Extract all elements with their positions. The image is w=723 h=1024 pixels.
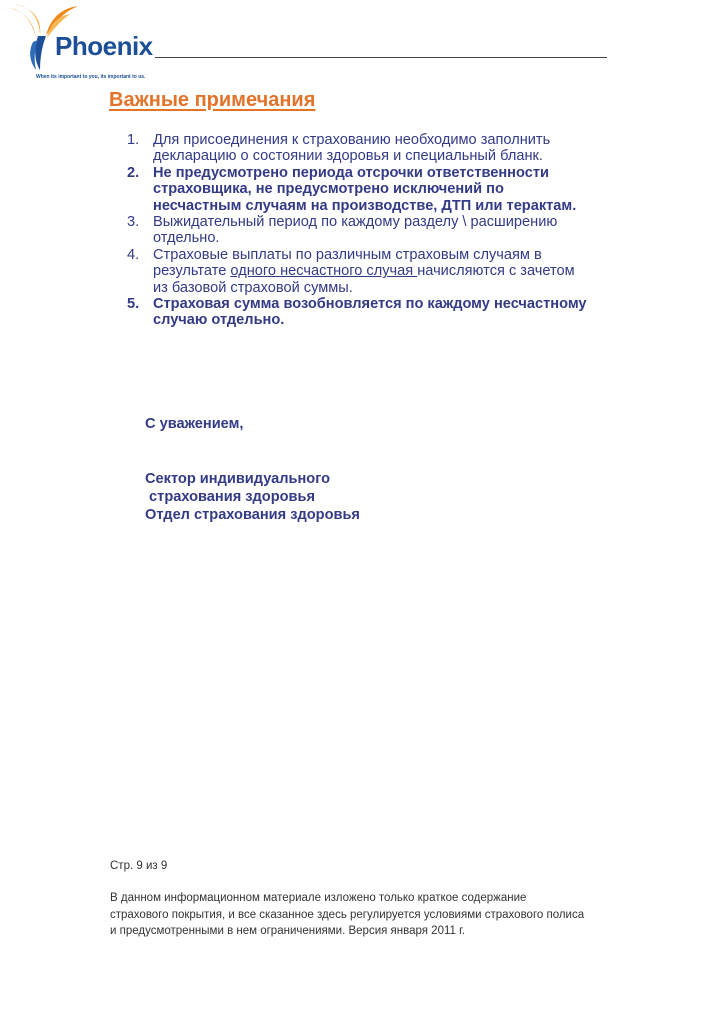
signature-line: страхования здоровья	[145, 489, 315, 505]
list-item-4	[110, 247, 610, 296]
list-item-line: Страховая сумма возобновляется по каждому несчастному	[153, 296, 587, 313]
list-item-line	[153, 263, 610, 279]
list-item-line: Не предусмотрено периода отсрочки ответственности	[153, 164, 549, 181]
list-item-line: Для присоединения к страхованию необходимо заполнить	[153, 132, 551, 148]
list-item-number: 1.	[127, 132, 140, 148]
list-item-line: Страховые выплаты по различным страховым случаям в	[153, 246, 542, 263]
header-divider	[155, 57, 607, 58]
closing-salutation: С уважением,	[145, 416, 244, 432]
disclaimer-line: В данном информационном материале изложено только краткое содержание	[110, 892, 527, 904]
signature-block	[145, 470, 360, 524]
page-title: Важные примечания	[109, 89, 316, 111]
list-item-1	[110, 132, 610, 165]
underlined-phrase: одного несчастного случая	[230, 263, 418, 280]
list-item-5	[110, 296, 610, 329]
list-item-line: из базовой страховой суммы.	[153, 279, 353, 296]
list-item-line: Выжидательный период по каждому разделу \ расширению	[153, 214, 558, 231]
signature-line: Отдел страхования здоровья	[145, 507, 360, 523]
list-item-line: декларацию о состоянии здоровья и специальный бланк.	[153, 148, 543, 165]
list-item-3	[110, 214, 610, 247]
list-item-number: 2.	[127, 164, 140, 181]
list-item-number: 3.	[127, 214, 140, 231]
list-item-number: 4.	[127, 246, 140, 263]
disclaimer-line: страхового покрытия, и все сказанное здесь регулируется условиями страхового полиса	[110, 908, 585, 921]
disclaimer-line: и предусмотренными в нем ограничениями. Версия января 2011 г.	[110, 925, 466, 937]
disclaimer	[110, 890, 630, 940]
page-number: Стр. 9 из 9	[110, 860, 168, 872]
text-segment: результате	[153, 263, 231, 280]
brand-name: Phoenix	[55, 31, 153, 61]
text-segment: начисляются с зачетом	[417, 263, 575, 280]
phoenix-logo	[0, 0, 160, 84]
notes-list	[110, 132, 610, 329]
list-item-line: страховщика, не предусмотрено исключений по	[153, 181, 504, 198]
signature-line: Сектор индивидуального	[145, 471, 331, 487]
list-item-line: случаю отдельно.	[153, 312, 285, 329]
list-item-number: 5.	[127, 296, 140, 313]
list-item-line: отдельно.	[153, 230, 220, 247]
list-item-2	[110, 165, 610, 214]
list-item-line: несчастным случаям на производстве, ДТП или терактам.	[153, 197, 577, 214]
brand-tagline: When its important to you, its important to us.	[36, 74, 146, 80]
